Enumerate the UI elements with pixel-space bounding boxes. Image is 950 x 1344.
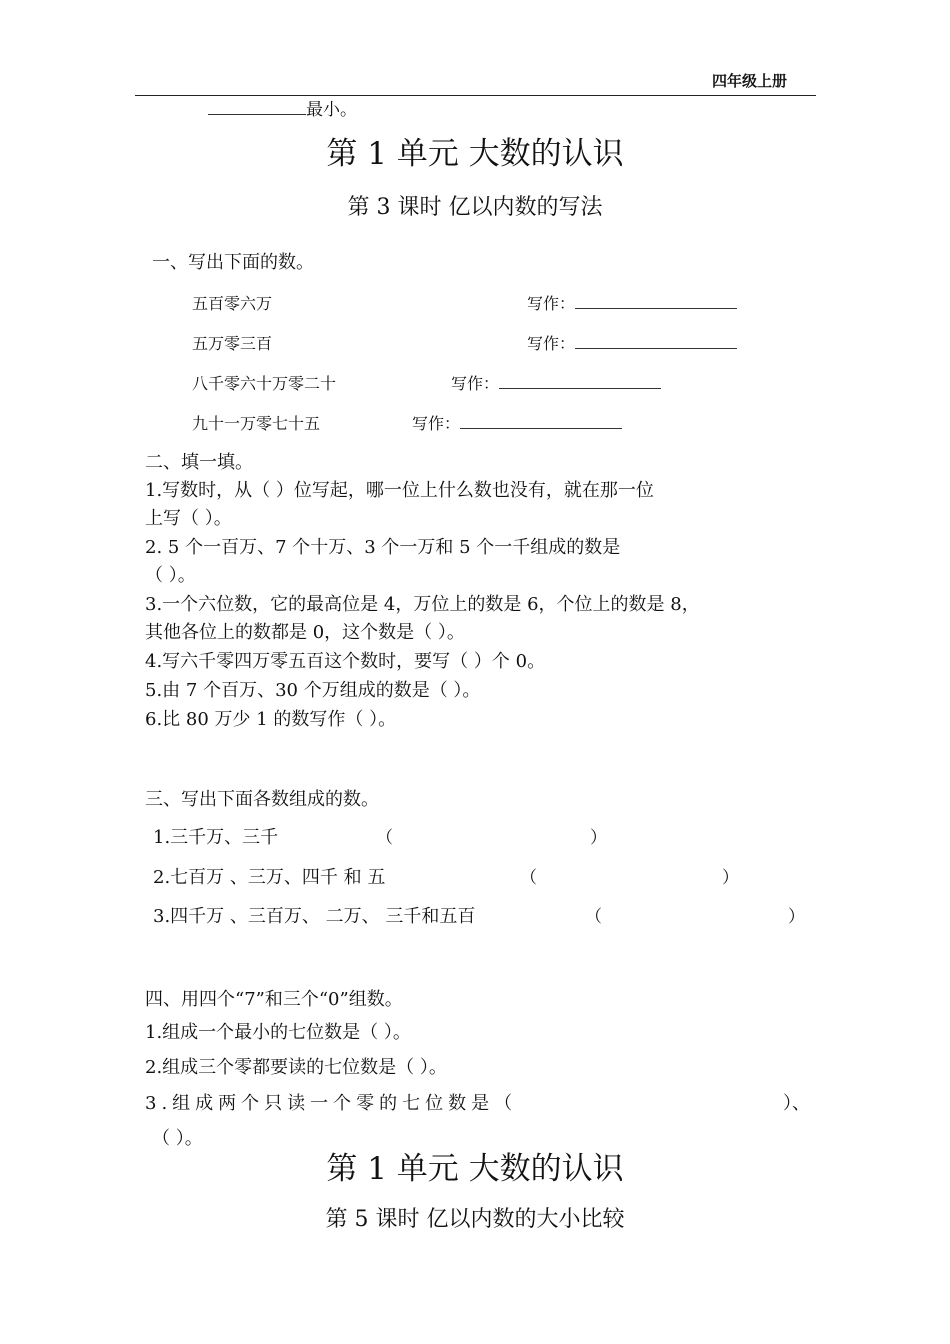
answer-blank[interactable] (460, 414, 622, 429)
question-2-3-line-2: 其他各位上的数都是 0，这个数是（ ）。 (145, 622, 465, 643)
unit-title: 第 1 单元 大数的认识 (326, 136, 624, 172)
previous-fragment (208, 95, 357, 120)
write-label: 写作： (451, 374, 500, 393)
question-2-1-line-2: 上写（ ）。 (145, 508, 232, 529)
section-3-title: 三、写出下面各数组成的数。 (145, 789, 379, 810)
question-4-3-line-2: （ ）。 (152, 1128, 203, 1149)
section-3-item-2: 2.七百万 、三万、四千 和 五 (153, 867, 386, 888)
lesson-title: 第 3 课时 亿以内数的写法 (347, 195, 603, 220)
paren-open: （ (376, 828, 393, 848)
paren-open: （ (520, 868, 537, 888)
section-3-item-3: 3.四千万 、三百万、 二万、 三千和五百 (153, 906, 476, 927)
previous-fragment-text: 最小。 (306, 100, 357, 120)
section-1-item-3: 八千零六十万零二十 (192, 374, 337, 393)
section-3-item-1: 1.三千万、三千 (153, 827, 279, 848)
write-answer-4 (412, 411, 622, 434)
write-label: 写作： (527, 294, 576, 313)
answer-blank[interactable] (575, 294, 737, 309)
question-2-2-line-2: （ ）。 (145, 565, 196, 586)
section-2-title: 二、填一填。 (145, 452, 253, 473)
question-2-1-line-1: 1.写数时，从（ ）位写起，哪一位上什么数也没有，就在那一位 (145, 480, 654, 501)
question-4-3-close: ）、 (783, 1093, 810, 1114)
section-1-item-4: 九十一万零七十五 (192, 414, 321, 433)
question-4-3-line-1: 3.组成两个只读一个零的七位数是（ (145, 1093, 518, 1114)
question-2-4: 4.写六千零四万零五百这个数时，要写（ ）个 0。 (145, 651, 546, 672)
answer-blank[interactable] (208, 100, 306, 115)
question-4-1: 1.组成一个最小的七位数是（ ）。 (145, 1022, 411, 1043)
write-answer-1 (527, 291, 737, 314)
write-label: 写作： (412, 414, 461, 433)
paren-close: ） (722, 868, 739, 888)
write-label: 写作： (527, 334, 576, 353)
paren-close: ） (788, 907, 805, 927)
question-2-6: 6.比 80 万少 1 的数写作（ ）。 (145, 709, 397, 730)
lesson-title-lesson-5: 第 5 课时 亿以内数的大小比较 (325, 1207, 625, 1232)
question-2-5: 5.由 7 个百万、30 个万组成的数是（ ）。 (145, 680, 481, 701)
paren-close: ） (590, 828, 607, 848)
section-4-title: 四、用四个“7”和三个“0”组数。 (145, 989, 403, 1010)
write-answer-3 (451, 371, 661, 394)
question-4-2: 2.组成三个零都要读的七位数是（ ）。 (145, 1057, 447, 1078)
answer-blank[interactable] (575, 334, 737, 349)
section-1-item-2: 五万零三百 (192, 334, 273, 353)
grade-label: 四年级上册 (712, 72, 788, 90)
unit-title-lesson-5: 第 1 单元 大数的认识 (326, 1151, 624, 1187)
section-1-title: 一、写出下面的数。 (152, 252, 314, 273)
question-2-3-line-1: 3.一个六位数，它的最高位是 4，万位上的数是 6，个位上的数是 8， (145, 594, 700, 615)
section-1-item-1: 五百零六万 (192, 294, 273, 313)
question-2-2-line-1: 2. 5 个一百万、7 个十万、3 个一万和 5 个一千组成的数是 (145, 537, 621, 558)
write-answer-2 (527, 331, 737, 354)
answer-blank[interactable] (499, 374, 661, 389)
paren-open: （ (585, 907, 602, 927)
